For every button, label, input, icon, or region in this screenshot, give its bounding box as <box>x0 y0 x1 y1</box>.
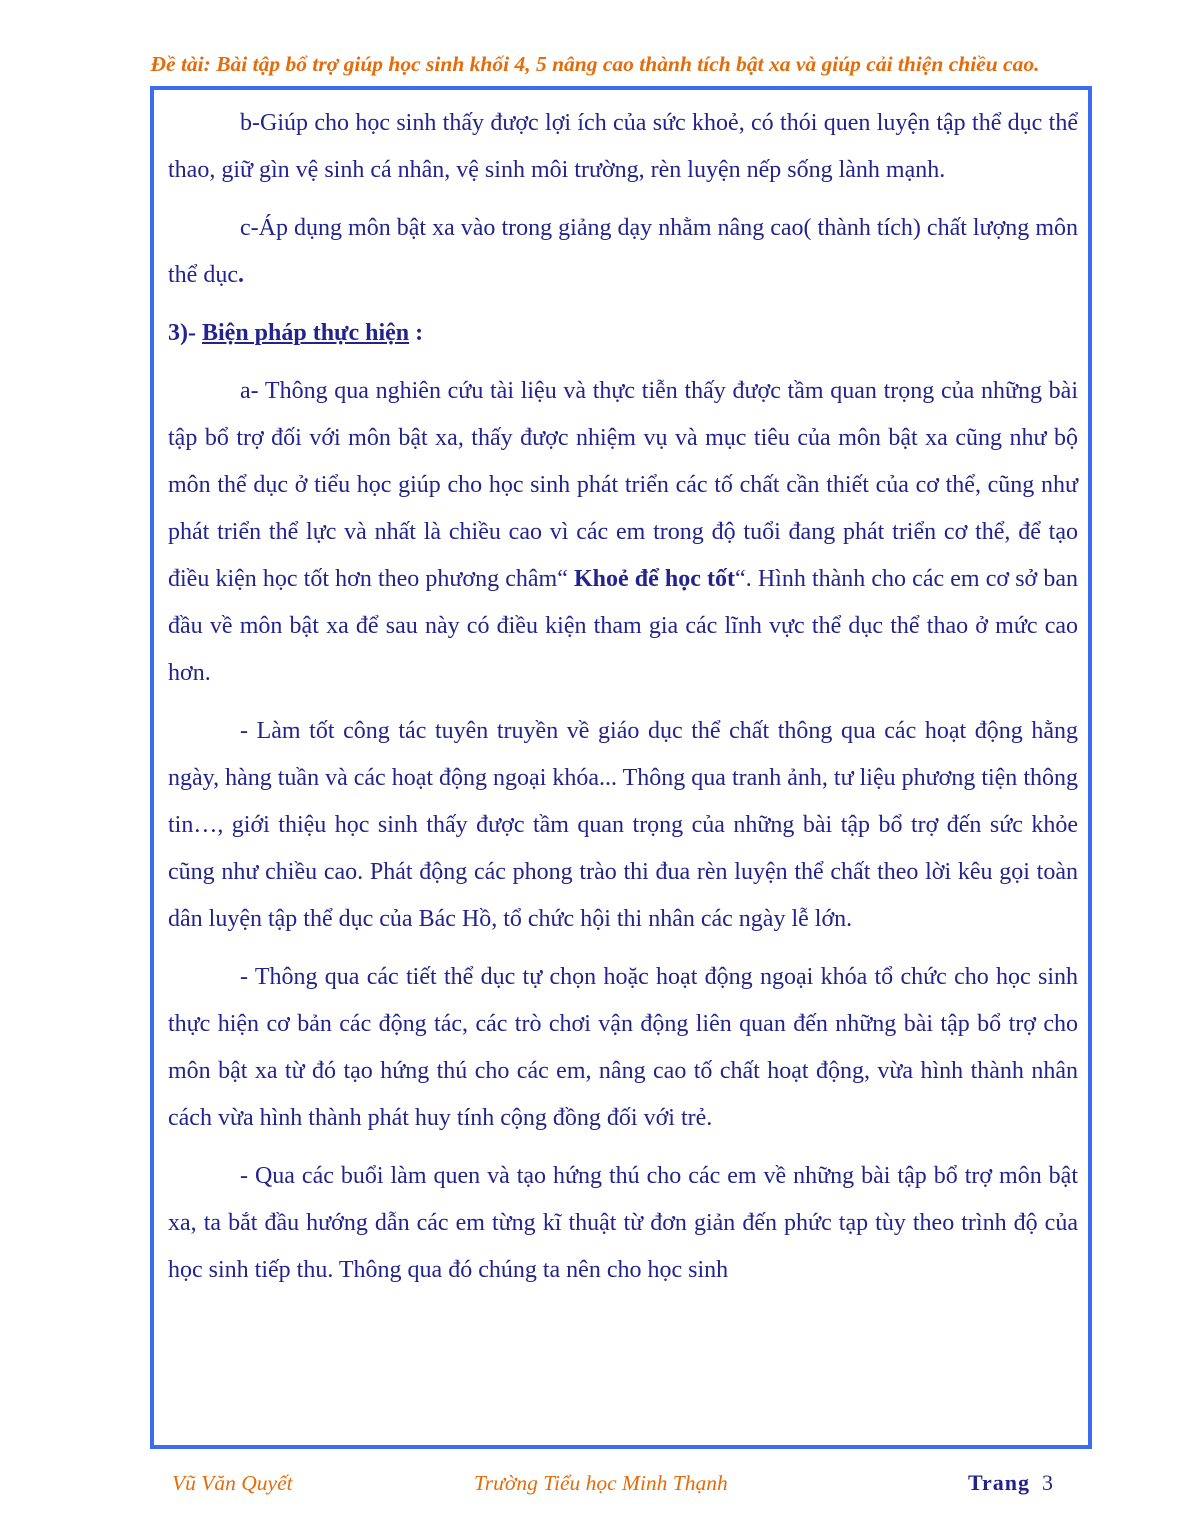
footer-page-number: 3 <box>1042 1470 1054 1495</box>
paragraph-a <box>168 368 1078 697</box>
paragraph-a-motto: Khoẻ để học tốt <box>574 566 736 592</box>
footer-page-label: Trang <box>968 1470 1031 1495</box>
footer-page-indicator <box>968 1466 1053 1500</box>
footer-school: Trường Tiểu học Minh Thạnh <box>474 1471 728 1495</box>
paragraph-a-part-1: a- Thông qua nghiên cứu tài liệu và thực tiễn thấy được tầm quan trọng của những bài tập bổ trợ đối với môn bật xa, thấy được nhiệm vụ và mục tiêu của môn bật xa cũng như bộ môn thể dục ở tiểu học giúp cho học sinh phát triển các tố chất cần thiết của cơ thể, cũng như phát triển thể lực và nhất là chiều cao vì các em trong độ tuổi đang phát triển cơ thể, để tạo điều kiện học tốt hơn theo phương châm“ <box>168 378 1078 592</box>
paragraph-extracurricular: - Thông qua các tiết thể dục tự chọn hoặc hoạt động ngoại khóa tổ chức cho học sinh thực hiện cơ bản các động tác, các trò chơi vận động liên quan đến những bài tập bổ trợ cho môn bật xa từ đó tạo hứng thú cho các em, nâng cao tố chất hoạt động, vừa hình thành nhân cách vừa hình thành phát huy tính cộng đồng đối với trẻ. <box>168 964 1078 1131</box>
document-header-title: Đề tài: Bài tập bổ trợ giúp học sinh khối 4, 5 nâng cao thành tích bật xa và giúp cải thiện chiều cao. <box>150 52 1040 76</box>
paragraph-b: b-Giúp cho học sinh thấy được lợi ích của sức khoẻ, có thói quen luyện tập thể dục thể thao, giữ gìn vệ sinh cá nhân, vệ sinh môi trường, rèn luyện nếp sống lành mạnh. <box>168 110 1078 183</box>
document-body <box>168 100 1078 1294</box>
section-heading-title: Biện pháp thực hiện <box>201 320 410 346</box>
paragraph-c <box>168 205 1078 299</box>
paragraph-a-part-2: “. Hình thành cho các em cơ sở ban đầu về môn bật xa để sau này có điều kiện tham gia các lĩnh vực thể dục thể thao ở mức cao hơn. <box>168 566 1079 686</box>
paragraph-c-text: c-Áp dụng môn bật xa vào trong giảng dạy nhằm nâng cao( thành tích) chất lượng môn thể dục <box>168 215 1078 288</box>
footer-author: Vũ Văn Quyết <box>172 1471 293 1495</box>
section-heading-colon: : <box>409 320 424 346</box>
paragraph-c-end: . <box>237 262 244 288</box>
section-heading <box>168 310 1078 357</box>
section-heading-number: 3)- <box>168 320 202 346</box>
paragraph-propaganda: - Làm tốt công tác tuyên truyền về giáo dục thể chất thông qua các hoạt động hằng ngày, hàng tuần và các hoạt động ngoại khóa... Thông qua tranh ảnh, tư liệu phương tiện thông tin…, giới thiệu học sinh thấy được tầm quan trọng của những bài tập bổ trợ đến sức khỏe cũng như chiều cao. Phát động các phong trào thi đua rèn luyện thể chất theo lời kêu gọi toàn dân luyện tập thể dục của Bác Hồ, tổ chức hội thi nhân các ngày lễ lớn. <box>168 718 1078 932</box>
paragraph-guidance: - Qua các buổi làm quen và tạo hứng thú cho các em về những bài tập bổ trợ môn bật xa, ta bắt đầu hướng dẫn các em từng kĩ thuật từ đơn giản đến phức tạp tùy theo trình độ của học sinh tiếp thu. Thông qua đó chúng ta nên cho học sinh <box>168 1163 1078 1283</box>
